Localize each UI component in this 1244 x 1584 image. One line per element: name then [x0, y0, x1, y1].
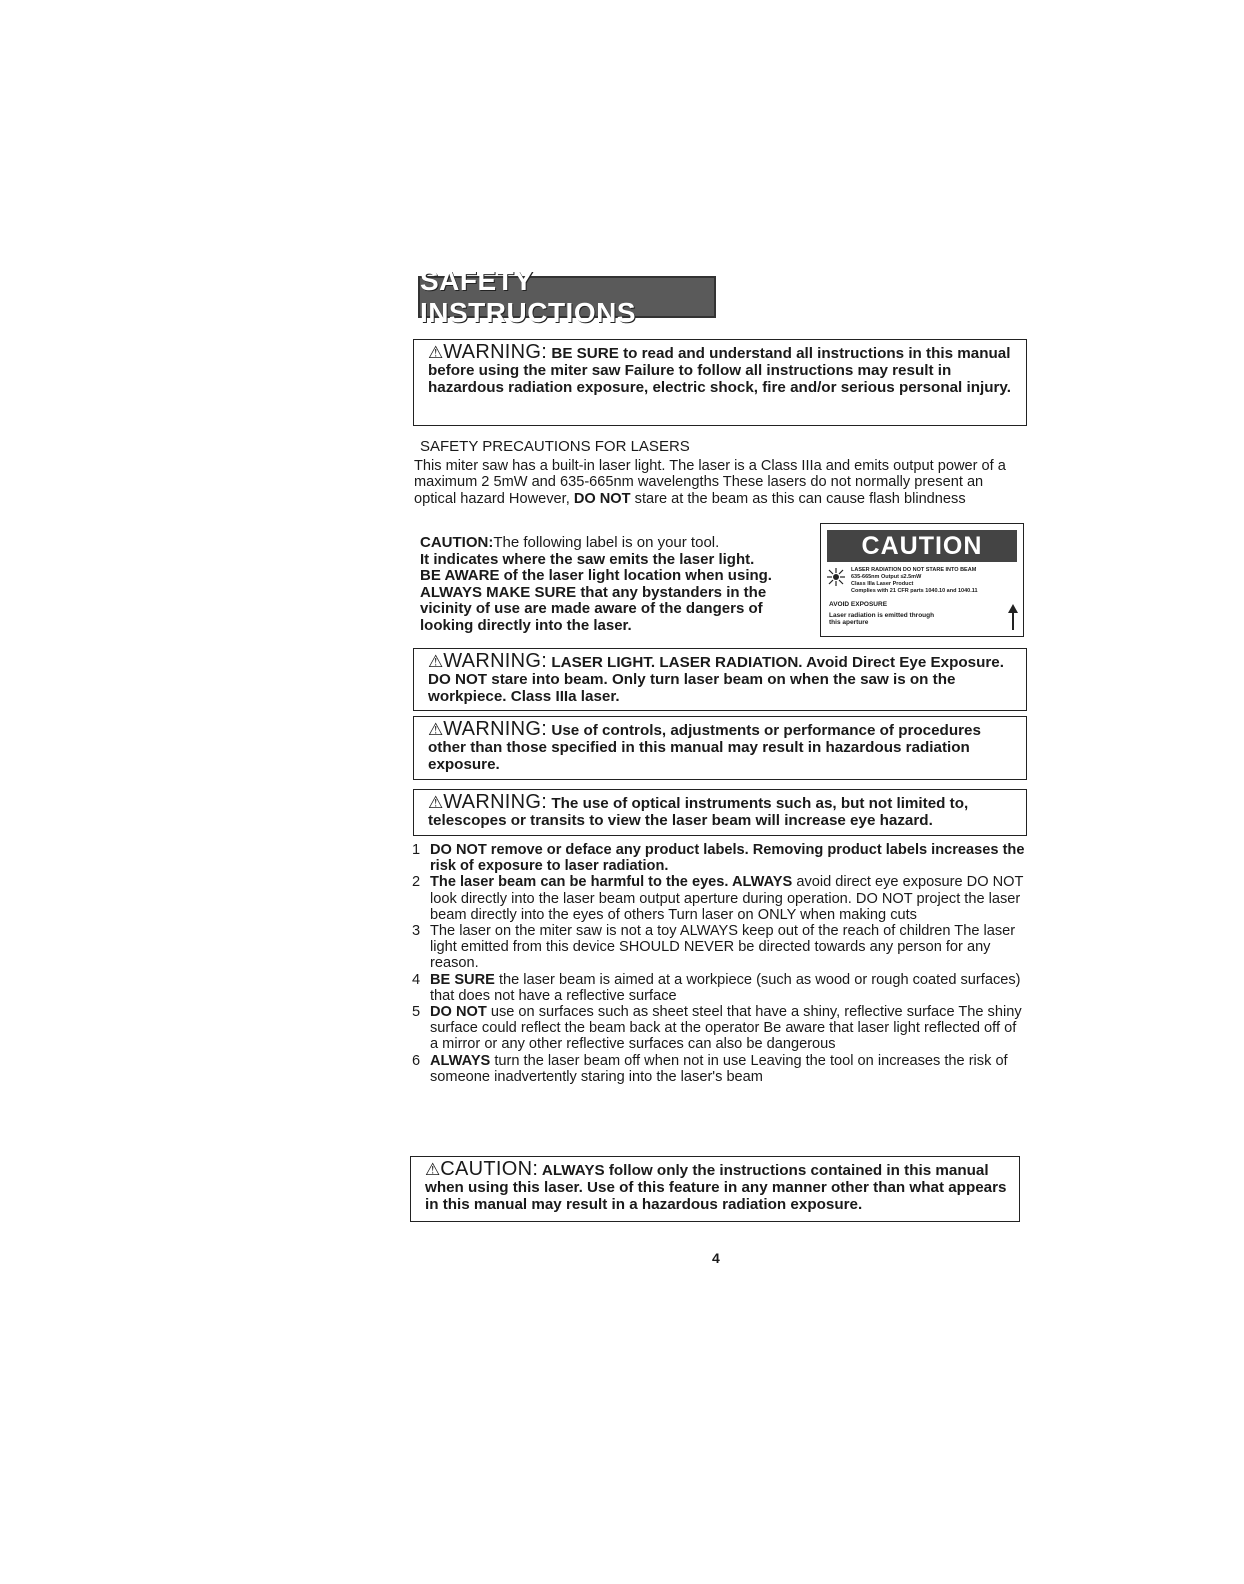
label-emit-line-1: Laser radiation is emitted through [829, 612, 935, 619]
aperture-arrow-icon [1007, 604, 1019, 630]
section-title: SAFETY INSTRUCTIONS [420, 265, 636, 328]
section-title-banner [418, 265, 716, 328]
warning-triangle-icon: ⚠ [428, 720, 444, 739]
list-item: 6 ALWAYS turn the laser beam off when not in use Leaving the tool on increases the risk of someone inadvertently staring into the laser's beam [412, 1052, 1008, 1085]
caution-line-3: BE AWARE of the laser light location when using. [420, 567, 772, 585]
warning-label: WARNING: [443, 791, 548, 813]
caution-triangle-icon: ⚠ [425, 1160, 441, 1179]
label-line-3: Class IIIa Laser Product [851, 581, 914, 587]
list-item: 1 DO NOT remove or deface any product labels. Removing product labels increases the risk of exposure to laser radiation. [412, 842, 1025, 875]
warning-text: Use of controls, adjustments or performance of procedures other than those specified in this manual may result in hazardous radiation exposure. [428, 722, 981, 773]
warning-text: LASER LIGHT. LASER RADIATION. Avoid Direct Eye Exposure. DO NOT stare into beam. Only turn laser beam on when the saw is on the workpiece. Class IIIa laser. [428, 654, 1004, 705]
page-number: 4 [712, 1250, 720, 1266]
caution-line-1: CAUTION:The following label is on your tool. [420, 534, 720, 551]
warning-box-general [413, 339, 1027, 426]
label-banner-text: CAUTION [861, 531, 983, 560]
warning-triangle-icon: ⚠ [428, 793, 444, 812]
warning-label: WARNING: [443, 650, 548, 672]
list-item: 2 The laser beam can be harmful to the eyes. ALWAYS avoid direct eye exposure DO NOT look directly into the laser beam output aperture during operation. DO NOT project the laser beam directly into the eyes of others Turn laser on ONLY when making cuts [412, 874, 1024, 923]
laser-precautions-paragraph [414, 458, 1026, 507]
list-item: 4 BE SURE the laser beam is aimed at a workpiece (such as wood or rough coated surfaces) that does not have a reflective surface [412, 971, 1021, 1004]
paragraph-bold: DO NOT [573, 490, 631, 507]
caution-line-5: vicinity of use are made aware of the dangers of [420, 600, 763, 618]
paragraph-text-b: stare at the beam as this can cause flash blindness [634, 490, 966, 507]
caution-line-4: ALWAYS MAKE SURE that any bystanders in the [420, 583, 767, 601]
warning-label: WARNING: [443, 718, 548, 740]
warning-box-laser-light [413, 648, 1027, 711]
caution-line-6: looking directly into the laser. [420, 616, 632, 634]
warning-text: The use of optical instruments such as, but not limited to, telescopes or transits to view the laser beam will increase eye hazard. [428, 795, 969, 829]
caution-label: CAUTION: [440, 1158, 539, 1180]
caution-text: ALWAYS follow only the instructions contained in this manual when using this laser. Use of this feature in any manner other than what appears in this manual may result in a hazardous radiation exposure. [425, 1162, 1007, 1213]
label-line-1: LASER RADIATION DO NOT STARE INTO BEAM [851, 567, 977, 573]
label-emit-line-2: this aperture [829, 619, 869, 626]
tool-caution-label [820, 523, 1024, 637]
warning-label: WARNING: [443, 341, 548, 363]
label-banner [827, 530, 1017, 562]
warning-box-controls [413, 716, 1027, 780]
caution-label-description [420, 535, 810, 635]
label-avoid-exposure: AVOID EXPOSURE [829, 601, 888, 608]
label-line-4: Complies with 21 CFR parts 1040.10 and 1040.11 [851, 588, 978, 594]
caution-box-final [410, 1156, 1020, 1222]
label-line-2: 635-665nm Output ≤2.5mW [851, 574, 922, 580]
list-item: 5 DO NOT use on surfaces such as sheet steel that have a shiny, reflective surface The shiny surface could reflect the beam back at the operator Be aware that laser light reflected off of a mirror or any other reflective surfaces can also be dangerous [412, 1004, 1022, 1053]
warning-text: BE SURE to read and understand all instructions in this manual before using the miter saw Failure to follow all instructions may result in hazardous radiation exposure, electric shock, fire and/or serious personal injury. [428, 345, 1011, 396]
warning-triangle-icon: ⚠ [428, 652, 444, 671]
laser-precautions-heading: SAFETY PRECAUTIONS FOR LASERS [420, 438, 690, 455]
caution-line-2: It indicates where the saw emits the laser light. [420, 550, 755, 568]
warning-box-optical [413, 789, 1027, 836]
paragraph-text-a: This miter saw has a built-in laser light. The laser is a Class IIIa and emits output power of a maximum 2 5mW and 635-665nm wavelengths These lasers do not normally present an optical hazard However, [414, 458, 1006, 507]
laser-starburst-icon [827, 568, 845, 586]
laser-safety-list [412, 842, 1028, 1085]
warning-triangle-icon: ⚠ [428, 343, 444, 362]
list-item: 3 The laser on the miter saw is not a toy ALWAYS keep out of the reach of children The laser light emitted from this device SHOULD NEVER be directed towards any person for any reason. [412, 923, 1016, 972]
